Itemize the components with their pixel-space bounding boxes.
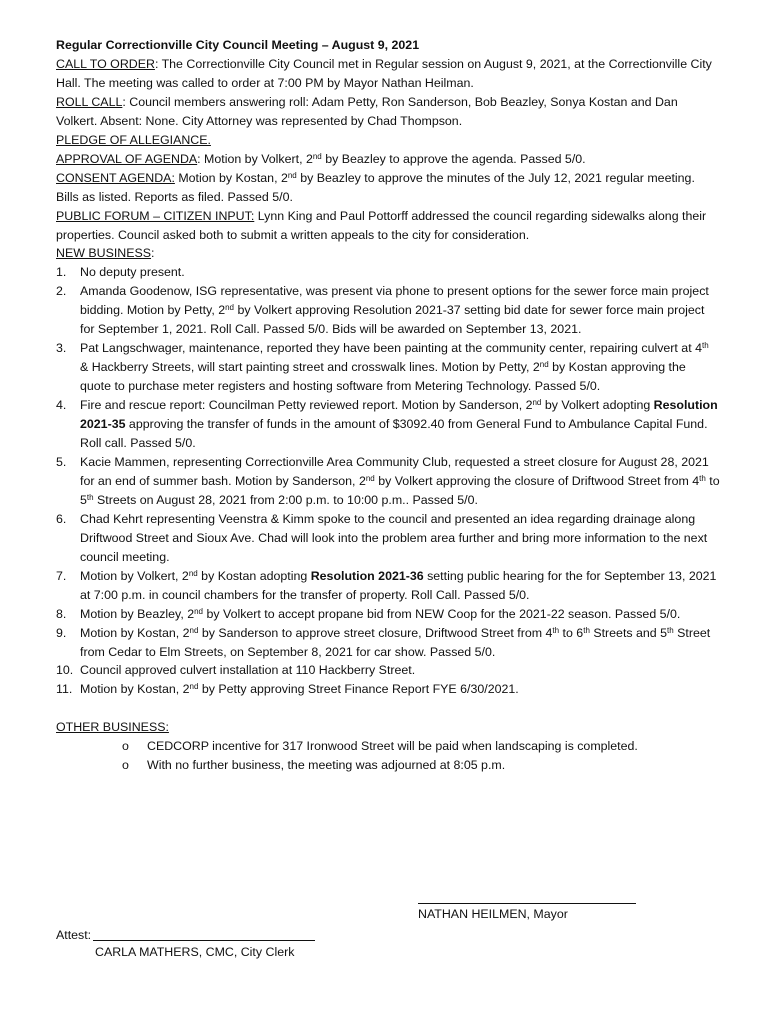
item-text: Street from Cedar to Elm Streets, on September 8, 2021 for car show. Passed 5/0. [80,625,711,659]
new-business-heading-row [56,244,720,263]
approval-of-agenda-heading: APPROVAL OF AGENDA [56,151,198,166]
item-number: 6. [56,511,67,526]
item-text: by Sanderson to approve street closure, Driftwood Street from 4 [198,625,553,640]
item-text: Streets on August 28, 2021 from 2:00 p.m. to 10:00 p.m.. Passed 5/0. [93,492,478,507]
item-number: 1. [56,265,67,280]
public-forum-heading: PUBLIC FORUM – CITIZEN INPUT: [56,208,255,223]
approval-of-agenda-text: : Motion by Volkert, 2 [197,151,313,166]
public-forum-text: Lynn King and Paul Pottorff addressed the council regarding sidewalks along their properties. Council asked both to submit a written appeals to the city for consideration. [56,208,707,242]
attest-signature-line [93,926,315,941]
ordinal-suffix: nd [312,151,322,161]
item-text: CEDCORP incentive for 317 Ironwood Street will be paid when landscaping is completed. [147,739,638,754]
item-text: Fire and rescue report: Councilman Petty reviewed report. Motion by Sanderson, 2 [80,398,533,413]
item-text: by Kostan adopting [197,568,311,583]
list-item [56,339,720,396]
attest-label: Attest: [56,928,92,942]
pledge-heading: PLEDGE OF ALLEGIANCE. [56,132,211,147]
item-number: 3. [56,341,67,356]
document-title: Regular Correctionville City Council Meeting – August 9, 2021 [56,38,420,52]
item-text: Council approved culvert installation at 110 Hackberry Street. [80,663,416,678]
call-to-order-heading: CALL TO ORDER [56,56,155,71]
item-text: No deputy present. [80,265,185,280]
attest-row [56,926,315,942]
ordinal-suffix: nd [225,303,235,313]
section-spacer [56,699,720,718]
list-item [56,661,720,680]
other-business-list [56,737,720,775]
item-number: 7. [56,568,67,583]
mayor-name: NATHAN HEILMEN, Mayor [418,907,568,921]
item-text: Amanda Goodenow, ISG representative, was present via phone to present options for the sewer force main project bidding. Motion by Petty, 2 [80,284,709,318]
list-item [122,737,720,756]
list-item [56,567,720,605]
ordinal-suffix: nd [194,606,204,616]
item-text: setting public hearing for the for September 13, 2021 at 7:00 p.m. in council chambers for the transfer of property. Roll Call. Passed 5/0. [80,568,717,602]
item-text: With no further business, the meeting was adjourned at 8:05 p.m. [147,758,506,773]
item-text: Streets and 5 [589,625,668,640]
ordinal-suffix: th [552,625,560,635]
call-to-order-text: : The Correctionville City Council met in Regular session on August 9, 2021, at the Correctionville City Hall. The meeting was called to order at 7:00 PM by Mayor Nathan Heilman. [56,56,712,90]
public-forum-section [56,207,720,245]
item-number: 2. [56,284,67,299]
new-business-heading: NEW BUSINESS [56,246,152,261]
ordinal-suffix: th [86,492,94,502]
item-text: to 6 [559,625,584,640]
item-text: Chad Kehrt representing Veenstra & Kimm spoke to the council and presented an idea regarding drainage along Driftwood Street and Sioux Ave. Chad will look into the problem area further and bring more information to the next council meeting. [80,511,708,564]
new-business-list [56,263,720,699]
item-number: 4. [56,398,67,413]
item-text: by Volkert to accept propane bid from NEW Coop for the 2021-22 season. Passed 5/0. [203,606,681,621]
item-number: 9. [56,625,67,640]
consent-agenda-text: Motion by Kostan, 2 [174,170,288,185]
roll-call-heading: ROLL CALL [56,94,123,109]
call-to-order-section [56,55,720,93]
item-text: Motion by Kostan, 2 [80,625,190,640]
ordinal-suffix: nd [365,473,375,483]
ordinal-suffix: nd [188,568,198,578]
item-text: Motion by Kostan, 2 [80,682,190,697]
mayor-signature-line [418,903,636,904]
consent-agenda-text-cont: by Beazley to approve the minutes of the July 12, 2021 regular meeting. Bills as listed. Reports as filed. Passed 5/0. [56,170,695,204]
ordinal-suffix: th [701,341,709,351]
list-item [56,396,720,453]
list-item [56,605,720,624]
clerk-name: CARLA MATHERS, CMC, City Clerk [95,945,295,959]
item-text: Motion by Volkert, 2 [80,568,189,583]
item-text: by Volkert approving Resolution 2021-37 setting bid date for sewer force main project for September 1, 2021. Roll Call. Passed 5/0. Bids will be awarded on September 13, 2021. [80,303,705,337]
item-text: by Kostan approving the quote to purchase meter registers and hosting software from Metering Technology. Passed 5/0. [80,360,686,394]
ordinal-suffix: nd [287,170,297,180]
ordinal-suffix: nd [539,360,549,370]
list-item [56,263,720,282]
item-text: approving the transfer of funds in the amount of $3092.40 from General Fund to Ambulance Capital Fund. Roll call. Passed 5/0. [80,417,708,451]
bullet-icon: o [122,739,129,754]
list-item [56,282,720,339]
item-text: by Petty approving Street Finance Report FYE 6/30/2021. [198,682,519,697]
other-business-heading: OTHER BUSINESS: [56,720,169,735]
item-number: 8. [56,606,67,621]
item-text: to 5 [80,473,720,507]
roll-call-text: : Council members answering roll: Adam Petty, Ron Sanderson, Bob Beazley, Sonya Kostan and Dan Volkert. Absent: None. City Attorney was represented by Chad Thompson. [56,94,678,128]
consent-agenda-heading: CONSENT AGENDA: [56,170,175,185]
item-number: 10. [56,663,74,678]
list-item [56,510,720,567]
list-item [56,680,720,699]
list-item [122,756,720,775]
item-number: 5. [56,454,67,469]
bullet-icon: o [122,758,129,773]
item-text: by Volkert adopting [541,398,654,413]
resolution-number: Resolution 2021-35 [80,398,718,432]
ordinal-suffix: nd [532,398,542,408]
approval-of-agenda-text-cont: by Beazley to approve the agenda. Passed 5/0. [321,151,586,166]
ordinal-suffix: nd [189,682,199,692]
item-text: by Volkert approving the closure of Driftwood Street from 4 [374,473,700,488]
item-number: 11. [56,682,73,697]
item-text: Pat Langschwager, maintenance, reported they have been painting at the community center, repairing culvert at 4 [80,341,702,356]
item-text: Motion by Beazley, 2 [80,606,195,621]
consent-agenda-section [56,169,720,207]
resolution-number: Resolution 2021-36 [310,568,424,583]
new-business-colon: : [151,246,155,261]
minutes-document [56,36,720,775]
item-text: Kacie Mammen, representing Correctionville Area Community Club, requested a street closure for August 28, 2021 for an end of summer bash. Motion by Sanderson, 2 [80,454,709,488]
ordinal-suffix: th [699,473,706,483]
list-item [56,453,720,510]
list-item [56,624,720,662]
ordinal-suffix: th [583,625,590,635]
roll-call-section [56,93,720,131]
approval-of-agenda-section [56,150,720,169]
item-text: & Hackberry Streets, will start painting street and crosswalk lines. Motion by Petty, 2 [80,360,540,375]
ordinal-suffix: th [667,625,674,635]
ordinal-suffix: nd [189,625,199,635]
